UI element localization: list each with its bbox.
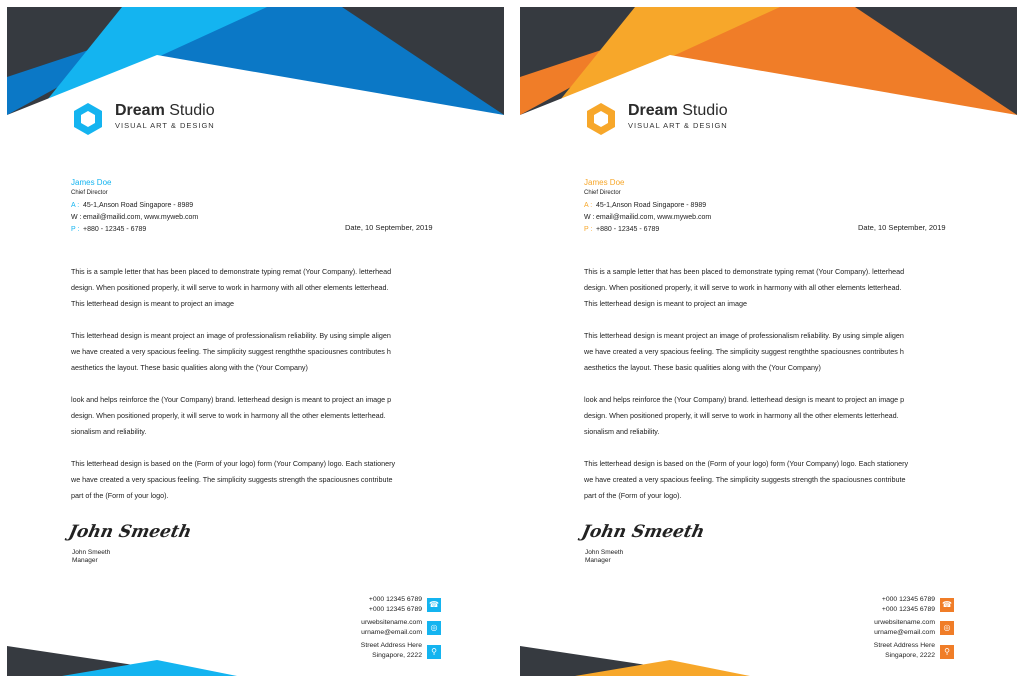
letter-date: Date, 10 September, 2019 [345, 223, 433, 232]
signer-title: Manager [585, 557, 611, 564]
signer-title: Manager [72, 557, 98, 564]
contact-address: Street Address Here Singapore, 2222 [873, 642, 935, 659]
contact-phones: +000 12345 6789 +000 12345 6789 [881, 596, 935, 613]
phone-icon: ☎ [940, 598, 954, 612]
sender-role: Chief Director [584, 190, 621, 196]
phone-icon: ☎ [427, 598, 441, 612]
brand-logo [584, 102, 804, 136]
brand-name: Dream Studio [115, 102, 215, 119]
sender-phone: P : +880 - 12345 - 6789 [584, 226, 660, 233]
signer-block [585, 549, 623, 565]
paragraph-4: This letterhead design is based on the (Form of your logo) form (Your Company) logo. Each stationery we have created a very spacious feeling. The simplicity suggests strength the spaciousnes contribute part of the (Form of your logo). [71, 459, 396, 500]
signer-name: John Smeeth [585, 549, 624, 556]
paragraph-1: This is a sample letter that has been placed to demonstrate typing remat (Your Company). letterhead design. When positioned properly, it will serve to work in harmony with all other elements letterhead. This letterhead design is meant to project an image [584, 267, 905, 308]
sender-name: James Doe [71, 178, 112, 187]
brand-tagline: VISUAL ART & DESIGN [628, 121, 728, 130]
brand-tagline: VISUAL ART & DESIGN [115, 121, 215, 130]
sender-role: Chief Director [71, 190, 108, 196]
letterhead-page-blue [7, 7, 504, 676]
paragraph-2: This letterhead design is meant project an image of professionalism reliability. By using simple aligen we have created a very spacious feeling. The simplicity suggest rengththe spaciousnes contributes h aesthetics the layout. These basic qualities along with the (Your Company) [71, 331, 391, 372]
handwritten-signature: John Smeeth [66, 522, 194, 542]
letter-body [584, 264, 956, 520]
signer-name: John Smeeth [72, 549, 111, 556]
paragraph-3: look and helps reinforce the (Your Company) brand. letterhead design is meant to project an image p design. When positioned properly, it will serve to work in harmony all the other elements letterhead. sionalism and reliability. [584, 395, 905, 436]
footer-decoration [7, 640, 504, 676]
globe-icon: ◎ [427, 621, 441, 635]
hexagon-logo-icon [584, 102, 618, 136]
paragraph-3: look and helps reinforce the (Your Company) brand. letterhead design is meant to project an image p design. When positioned properly, it will serve to work in harmony all the other elements letterhead. sionalism and reliability. [71, 395, 392, 436]
handwritten-signature: John Smeeth [579, 522, 707, 542]
hexagon-logo-icon [71, 102, 105, 136]
location-pin-icon: ⚲ [940, 645, 954, 659]
sender-web: W : email@mailid.com, www.myweb.com [71, 214, 199, 221]
sender-address: A : 45-1,Anson Road Singapore - 8989 [71, 202, 194, 209]
brand-logo [71, 102, 291, 136]
contact-online: urwebsitename.com urname@email.com [874, 619, 935, 636]
paragraph-1: This is a sample letter that has been placed to demonstrate typing remat (Your Company). letterhead design. When positioned properly, it will serve to work in harmony with all other elements letterhead. This letterhead design is meant to project an image [71, 267, 392, 308]
sender-address: A : 45-1,Anson Road Singapore - 8989 [584, 202, 707, 209]
letter-date: Date, 10 September, 2019 [858, 223, 946, 232]
sender-web: W : email@mailid.com, www.myweb.com [584, 214, 712, 221]
footer-decoration [520, 640, 1017, 676]
sender-block [584, 177, 711, 236]
contact-online: urwebsitename.com urname@email.com [361, 619, 422, 636]
letterhead-page-orange [520, 7, 1017, 676]
sender-block [71, 177, 198, 236]
contact-address: Street Address Here Singapore, 2222 [360, 642, 422, 659]
sender-name: James Doe [584, 178, 625, 187]
letter-body [71, 264, 443, 520]
location-pin-icon: ⚲ [427, 645, 441, 659]
brand-name: Dream Studio [628, 102, 728, 119]
contact-phones: +000 12345 6789 +000 12345 6789 [368, 596, 422, 613]
paragraph-4: This letterhead design is based on the (Form of your logo) form (Your Company) logo. Each stationery we have created a very spacious feeling. The simplicity suggests strength the spaciousnes contribute part of the (Form of your logo). [584, 459, 909, 500]
globe-icon: ◎ [940, 621, 954, 635]
signer-block [72, 549, 110, 565]
paragraph-2: This letterhead design is meant project an image of professionalism reliability. By using simple aligen we have created a very spacious feeling. The simplicity suggest rengththe spaciousnes contributes h aesthetics the layout. These basic qualities along with the (Your Company) [584, 331, 904, 372]
sender-phone: P : +880 - 12345 - 6789 [71, 226, 147, 233]
